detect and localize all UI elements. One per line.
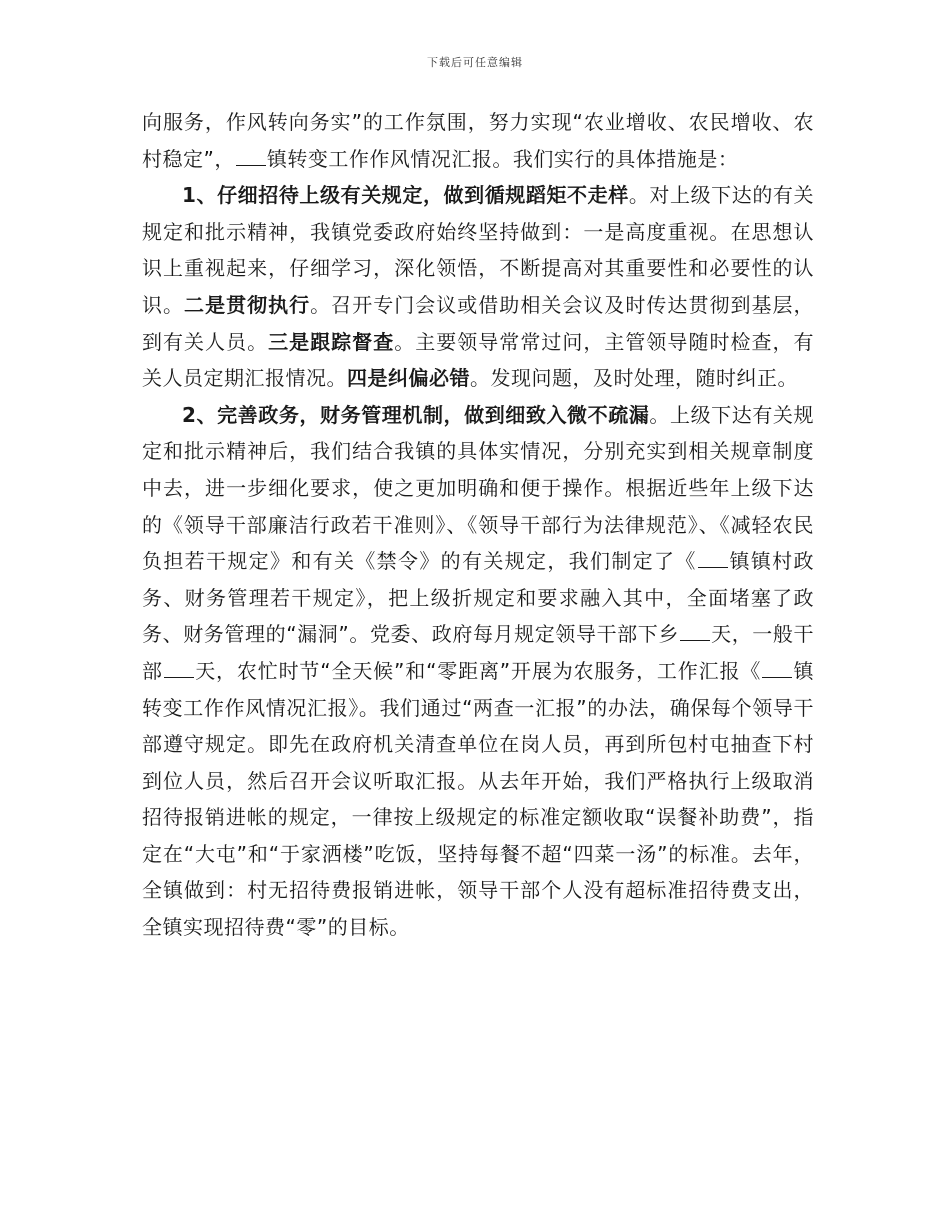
paragraph-1-bold-4: 四是纠偏必错 — [347, 366, 470, 391]
paragraph-1-bold-3: 三是跟踪督查 — [268, 329, 395, 354]
intro-text-2: 镇转变工作作风情况汇报。我们实行的具体措施是： — [266, 146, 739, 171]
paragraph-2 — [142, 397, 814, 946]
paragraph-2-text-4: 天，农忙时节“全天候”和“零距离”开展为农服务，工作汇报《 — [194, 658, 762, 683]
paragraph-2-text-2: 镇镇村政务、财务管理若干规定》，把上级折规定和要求融入其中，全面堵塞了政务、财务管理的“漏洞”。党委、政府每月规定领导干部下乡 — [142, 549, 815, 647]
paragraph-1-text-4: 。发现问题，及时处理，随时纠正。 — [470, 366, 798, 391]
paragraph-1 — [142, 177, 814, 397]
intro-text-1: 向服务，作风转向务实”的工作氛围，努力实现“农业增收、农民增收、农村稳定”， — [142, 110, 814, 171]
paragraph-2-text-3: 天，一般干部 — [142, 622, 814, 683]
fill-blank — [680, 624, 710, 641]
paragraph-2-text-1: 。上级下达有关规定和批示精神后，我们结合我镇的具体实情况，分别充实到相关规章制度中去，进一步细化要求，使之更加明确和便于操作。根据近些年上级下达的《领导干部廉洁行政若干准则》、《领导干部行为法律规范》、《减轻农民负担若干规定》和有关《禁令》的有关规定，我们制定了《 — [142, 402, 815, 574]
paragraph-1-text-1: 。对上级下达的有关规定和批示精神，我镇党委政府始终坚持做到：一是高度重视。在思想认识上重视起来，仔细学习，深化领悟，不断提高对其重要性和必要性的认识。 — [142, 183, 814, 317]
paragraph-1-text-3: 。主要领导常常过问，主管领导随时检查，有关人员定期汇报情况。 — [142, 329, 815, 391]
paragraph-1-text-2: 。召开专门会议或借助相关会议及时传达贯彻到基层，到有关人员。 — [142, 292, 815, 354]
fill-blank — [698, 551, 728, 568]
fill-blank — [762, 661, 792, 678]
document-body — [142, 104, 814, 946]
fill-blank — [236, 149, 266, 166]
paragraph-2-text-5: 镇转变工作作风情况汇报》。我们通过“两查一汇报”的办法，确保每个领导干部遵守规定。即先在政府机关清查单位在岗人员，再到所包村屯抽查下村到位人员，然后召开会议听取汇报。从去年开始，我们严格执行上级取消招待报销进帐的规定，一律按上级规定的标准定额收取“误餐补助费”，指定在“大屯”和“于家洒楼”吃饭，坚持每餐不超“四菜一汤”的标准。去年，全镇做到：村无招待费报销进帐，领导干部个人没有超标准招待费支出，全镇实现招待费“零”的目标。 — [142, 658, 815, 940]
page-header: 下载后可任意编辑 — [427, 56, 523, 69]
paragraph-1-heading: 1、仔细招待上级有关规定，做到循规蹈矩不走样 — [182, 183, 629, 208]
fill-blank — [164, 661, 194, 678]
paragraph-intro — [142, 104, 814, 177]
paragraph-2-heading: 2、完善政务，财务管理机制，做到细致入微不疏漏 — [182, 402, 650, 427]
paragraph-1-bold-2: 二是贯彻执行 — [184, 292, 311, 317]
